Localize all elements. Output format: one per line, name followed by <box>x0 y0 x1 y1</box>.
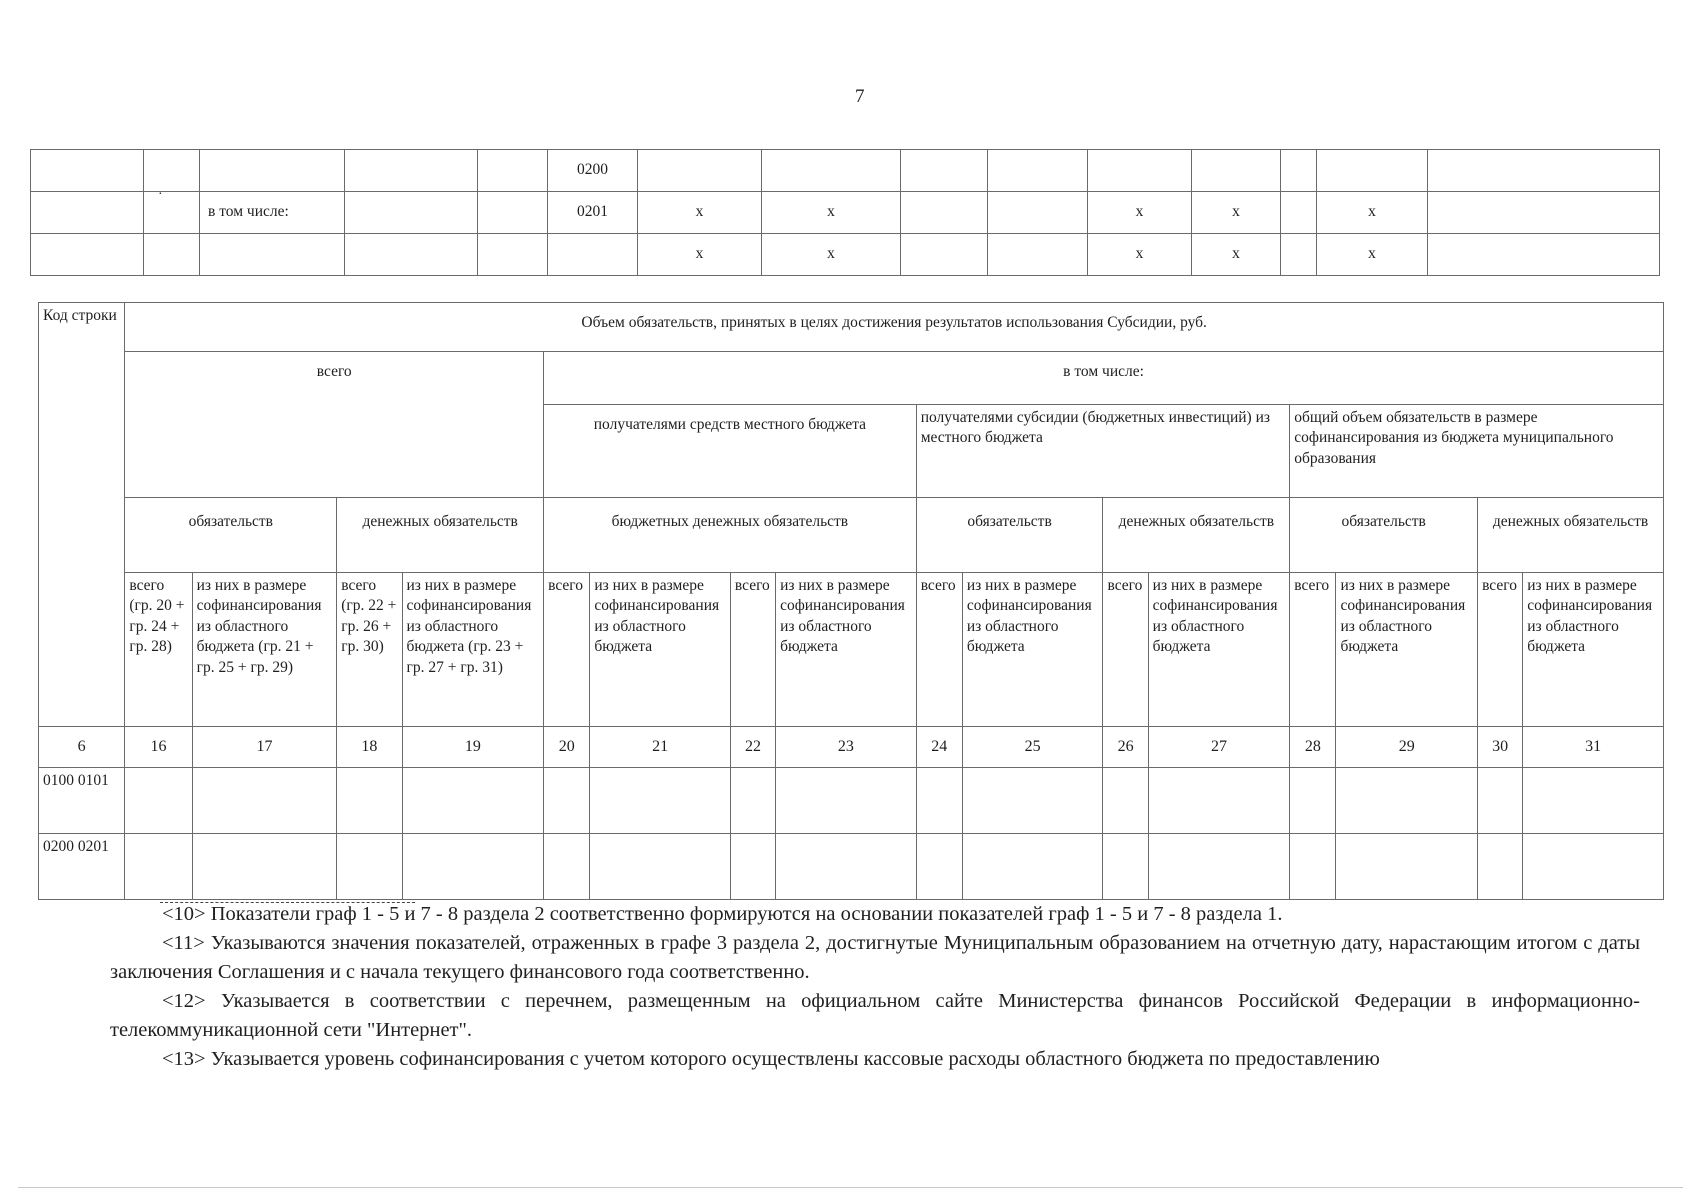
col20-header: всего <box>544 573 590 727</box>
col19-header: из них в размере софинансирования из областного бюджета (гр. 23 + гр. 27 + гр. 31) <box>402 573 544 727</box>
type-obligations: обязательств <box>916 498 1103 573</box>
table-row <box>39 303 1664 352</box>
table-title: Объем обязательств, принятых в целях достижения результатов использования Субсидии, руб. <box>125 303 1664 352</box>
col18-header: всего (гр. 22 + гр. 26 + гр. 30) <box>337 573 402 727</box>
including-label: в том числе: <box>200 192 345 234</box>
type-monetary-obligations: денежных обязательств <box>1478 498 1664 573</box>
footnote-10: <10> Показатели граф 1 - 5 и 7 - 8 раздела 2 соответственно формируются на основании показателей граф 1 - 5 и 7 - 8 раздела 1. <box>162 903 1283 925</box>
page-number: 7 <box>855 86 865 107</box>
footnote-11: <11> Указываются значения показателей, отраженных в графе 3 раздела 2, достигнутые Муниципальным образованием на отчетную дату, нарастающим итогом с даты заключения Соглашения и с начала текущего финансового года соответственно. <box>110 932 1640 983</box>
type-obligations: обязательств <box>125 498 337 573</box>
table-row <box>39 768 1664 834</box>
col30-header: всего <box>1478 573 1523 727</box>
col25-header: из них в размере софинансирования из областного бюджета <box>962 573 1103 727</box>
code-header: Код строки <box>39 303 125 727</box>
obligations-table <box>38 302 1664 900</box>
col21-header: из них в размере софинансирования из областного бюджета <box>590 573 731 727</box>
col23-header: из них в размере софинансирования из областного бюджета <box>776 573 917 727</box>
total-header: всего <box>125 352 544 498</box>
table-row <box>39 573 1664 727</box>
type-obligations: обязательств <box>1290 498 1478 573</box>
table-row <box>31 150 1660 192</box>
including-header: в том числе: <box>544 352 1664 405</box>
col16-header: всего (гр. 20 + гр. 24 + гр. 28) <box>125 573 192 727</box>
col17-header: из них в размере софинансирования из областного бюджета (гр. 21 + гр. 25 + гр. 29) <box>192 573 337 727</box>
row-code: 0200 <box>548 150 638 192</box>
top-continuation-table <box>30 149 1660 276</box>
col26-header: всего <box>1103 573 1148 727</box>
type-budget-monetary-obligations: бюджетных денежных обязательств <box>544 498 917 573</box>
footnote-12: <12> Указывается в соответствии с перечнем, размещенным на официальном сайте Министерства финансов Российской Федерации в информационно-телекоммуникационной сети "Интернет". <box>110 990 1640 1041</box>
group-cofinancing-total: общий объем обязательств в размере софинансирования из бюджета муниципального образования <box>1290 405 1664 498</box>
footnotes <box>110 900 1640 1074</box>
col28-header: всего <box>1290 573 1336 727</box>
page-bottom-rule <box>18 1187 1683 1188</box>
col31-header: из них в размере софинансирования из областного бюджета <box>1523 573 1664 727</box>
table-row <box>39 352 1664 405</box>
col24-header: всего <box>916 573 962 727</box>
col27-header: из них в размере софинансирования из областного бюджета <box>1148 573 1290 727</box>
row-codes: 0100 0101 <box>39 768 125 834</box>
column-numbers-row: 6 16 17 18 19 20 21 22 23 24 25 26 27 28 29 30 31 <box>39 727 1664 768</box>
row-code: 0201 <box>548 192 638 234</box>
col22-header: всего <box>730 573 775 727</box>
group-subsidy-recipients: получателями субсидии (бюджетных инвестиций) из местного бюджета <box>916 405 1290 498</box>
table-row <box>39 498 1664 573</box>
row-codes: 0200 0201 <box>39 834 125 900</box>
group-local-recipients: получателями средств местного бюджета <box>544 405 917 498</box>
col29-header: из них в размере софинансирования из областного бюджета <box>1336 573 1478 727</box>
table-row: в том числе: 0201 x x x x x <box>31 192 1660 234</box>
table-row <box>39 834 1664 900</box>
scan-mark: · <box>158 187 163 202</box>
footnote-13: <13> Указывается уровень софинансирования с учетом которого осуществлены кассовые расходы областного бюджета по предоставлению <box>162 1048 1380 1070</box>
type-monetary-obligations: денежных обязательств <box>337 498 544 573</box>
table-row: x x x x x <box>31 234 1660 276</box>
type-monetary-obligations: денежных обязательств <box>1103 498 1290 573</box>
